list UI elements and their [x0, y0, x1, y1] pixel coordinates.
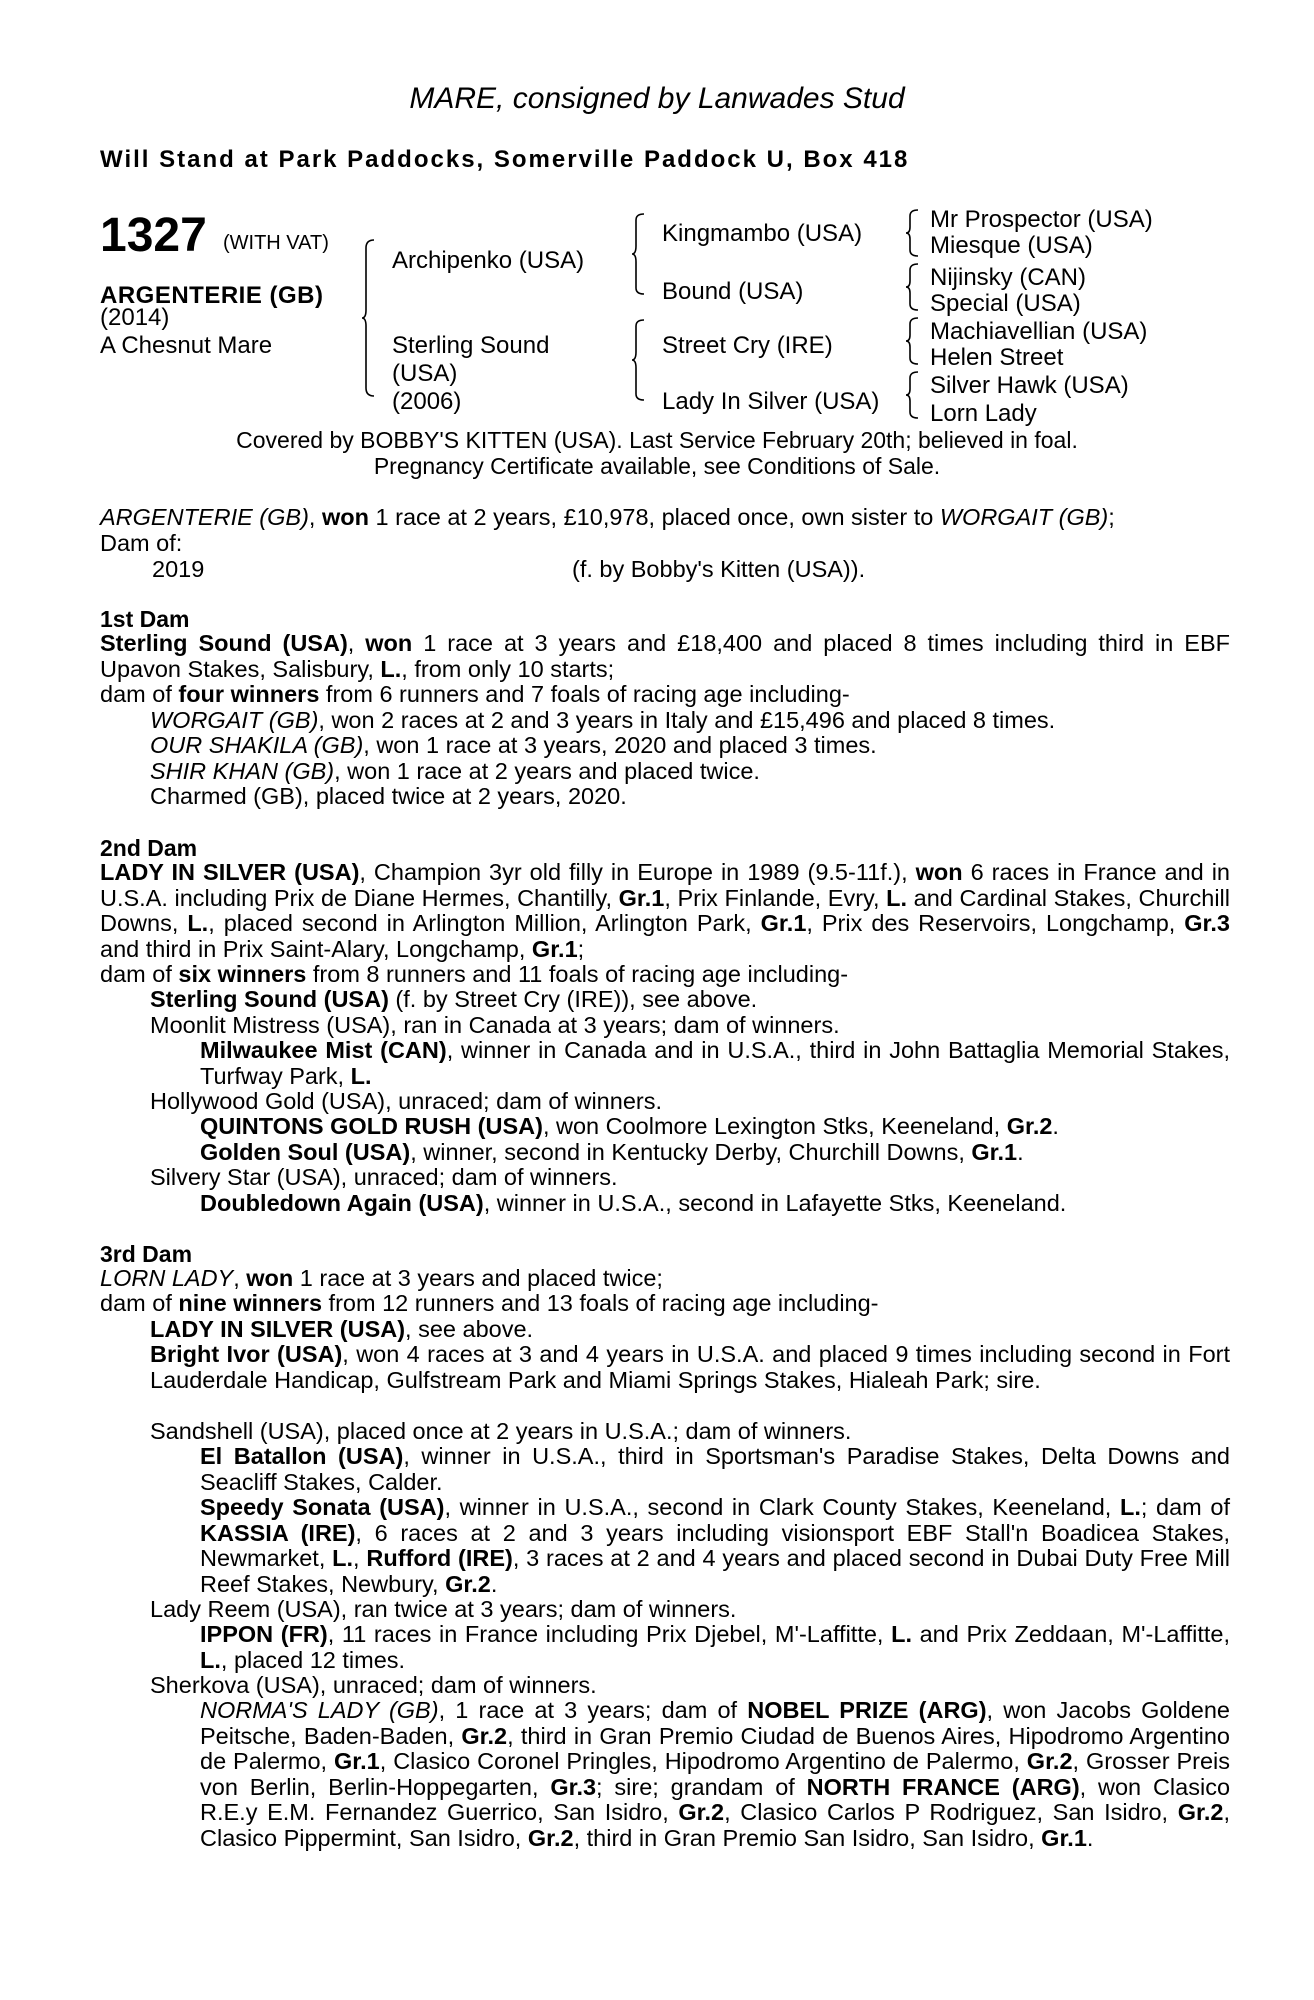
- foal-year: 2019: [152, 556, 205, 582]
- first-dam-heading: 1st Dam: [100, 606, 190, 632]
- pedigree-brace-3: [632, 318, 646, 402]
- pedigree-dam: Sterling Sound: [392, 332, 550, 359]
- pedigree-sire: Archipenko (USA): [392, 247, 585, 274]
- lot-number: 1327: [100, 209, 207, 262]
- second-dam-summary: LADY IN SILVER (USA), Champion 3yr old filly in Europe in 1989 (9.5-11f.), won 6 races in France and in U.S.A. including Prix de Diane Hermes, Chantilly, Gr.1, Prix Finlande, Evry, L. and Cardinal Stakes, Churchill Downs, L., placed second in Arlington Million, Arlington Park, Gr.1, Prix des Reservoirs, Longchamp, Gr.3 and third in Prix Saint-Alary, Longchamp, Gr.1;: [100, 859, 1230, 962]
- pedigree-gg-6: Helen Street: [930, 344, 1064, 371]
- third-dam-produce-5: Speedy Sonata (USA), winner in U.S.A., second in Clark County Stakes, Keeneland, L.; dam of KASSIA (IRE), 6 races at 2 and 3 years including visionsport EBF Stall'n Boadicea Stakes, Newmarket, L., Rufford (IRE), 3 races at 2 and 4 years and placed second in Dubai Duty Free Mill Reef Stakes, Newbury, Gr.2.: [200, 1494, 1231, 1597]
- third-dam-produce-7: IPPON (FR), 11 races in France including Prix Djebel, M'-Laffitte, L. and Prix Zeddaan, M'-Laffitte, L., placed 12 times.: [200, 1621, 1230, 1673]
- vat-note: (WITH VAT): [223, 232, 329, 254]
- first-dam-summary: Sterling Sound (USA), won 1 race at 3 years and £18,400 and placed 8 times including third in EBF Upavon Stakes, Salisbury, L., from only 10 starts;: [100, 630, 1230, 682]
- third-dam-produce-1: LADY IN SILVER (USA), see above.: [150, 1316, 534, 1342]
- horse-year: (2014): [100, 304, 170, 331]
- pedigree-dam-origin: (USA): [392, 360, 458, 387]
- pedigree-gg-2: Miesque (USA): [930, 232, 1093, 259]
- third-dam-produce-2: Bright Ivor (USA), won 4 races at 3 and 4 years in U.S.A. and placed 9 times including second in Fort Lauderdale Handicap, Gulfstream Park and Miami Springs Stakes, Hialeah Park; sire.: [150, 1341, 1231, 1393]
- pedigree-gg-4: Special (USA): [930, 290, 1081, 317]
- third-dam-summary: LORN LADY, won 1 race at 3 years and placed twice;: [100, 1265, 663, 1291]
- pedigree-sire-dam: Bound (USA): [662, 278, 804, 305]
- covered-note: Covered by BOBBY'S KITTEN (USA). Last Service February 20th; believed in foal.: [236, 427, 1078, 453]
- mare-summary: ARGENTERIE (GB), won 1 race at 2 years, £10,978, placed once, own sister to WORGAIT (GB);: [100, 504, 1115, 530]
- mare-name: ARGENTERIE (GB): [100, 504, 309, 530]
- pregnancy-note: Pregnancy Certificate available, see Conditions of Sale.: [373, 453, 941, 479]
- pedigree-gg-5: Machiavellian (USA): [930, 318, 1148, 345]
- mare-sister: WORGAIT (GB): [939, 504, 1109, 530]
- pedigree-brace-4: [906, 208, 920, 258]
- pedigree-brace-1: [362, 238, 376, 398]
- horse-description: A Chesnut Mare: [100, 332, 273, 359]
- third-dam-produce-6: Lady Reem (USA), ran twice at 3 years; dam of winners.: [150, 1596, 737, 1622]
- pedigree-dam-sire: Street Cry (IRE): [662, 332, 833, 359]
- foal-detail: (f. by Bobby's Kitten (USA)).: [572, 556, 866, 582]
- third-dam-produce-8: Sherkova (USA), unraced; dam of winners.: [150, 1672, 597, 1698]
- second-dam-produce-intro: dam of six winners from 8 runners and 11 foals of racing age including-: [100, 961, 849, 987]
- first-dam-produce-2: OUR SHAKILA (GB), won 1 race at 3 years, 2020 and placed 3 times.: [150, 732, 877, 758]
- second-dam-produce-7: Silvery Star (USA), unraced; dam of winners.: [150, 1164, 618, 1190]
- pedigree-sire-sire: Kingmambo (USA): [662, 220, 863, 247]
- pedigree-gg-8: Lorn Lady: [930, 400, 1037, 427]
- pedigree-gg-7: Silver Hawk (USA): [930, 372, 1129, 399]
- first-dam-produce-intro: dam of four winners from 6 runners and 7 foals of racing age including-: [100, 681, 850, 707]
- page-title: MARE, consigned by Lanwades Stud: [409, 82, 905, 115]
- second-dam-heading: 2nd Dam: [100, 835, 198, 861]
- second-dam-produce-5: QUINTONS GOLD RUSH (USA), won Coolmore Lexington Stks, Keeneland, Gr.2.: [200, 1113, 1059, 1139]
- first-dam-produce-4: Charmed (GB), placed twice at 2 years, 2020.: [150, 783, 627, 809]
- third-dam-produce-9: NORMA'S LADY (GB), 1 race at 3 years; dam of NOBEL PRIZE (ARG), won Jacobs Goldene Peitsche, Baden-Baden, Gr.2, third in Gran Premio Ciudad de Buenos Aires, Hipodromo Argentino de Palermo, Gr.1, Clasico Coronel Pringles, Hipodromo Argentino de Palermo, Gr.2, Grosser Preis von Berlin, Berlin-Hoppegarten, Gr.3; sire; grandam of NORTH FRANCE (ARG), won Clasico R.E.y E.M. Fernandez Guerrico, San Isidro, Gr.2, Clasico Carlos P Rodriguez, San Isidro, Gr.2, Clasico Pippermint, San Isidro, Gr.2, third in Gran Premio San Isidro, San Isidro, Gr.1.: [200, 1697, 1231, 1851]
- first-dam-produce-3: SHIR KHAN (GB), won 1 race at 2 years and placed twice.: [150, 758, 760, 784]
- pedigree-brace-6: [906, 316, 920, 366]
- third-dam-heading: 3rd Dam: [100, 1241, 193, 1267]
- second-dam-produce-8: Doubledown Again (USA), winner in U.S.A., second in Lafayette Stks, Keeneland.: [200, 1190, 1067, 1216]
- third-dam-produce-3: Sandshell (USA), placed once at 2 years in U.S.A.; dam of winners.: [150, 1418, 852, 1444]
- second-dam-produce-6: Golden Soul (USA), winner, second in Kentucky Derby, Churchill Downs, Gr.1.: [200, 1139, 1024, 1165]
- second-dam-produce-1: Sterling Sound (USA) (f. by Street Cry (IRE)), see above.: [150, 986, 758, 1012]
- pedigree-dam-dam: Lady In Silver (USA): [662, 388, 880, 415]
- pedigree-gg-3: Nijinsky (CAN): [930, 264, 1086, 291]
- horse-name: ARGENTERIE (GB): [100, 282, 324, 309]
- second-dam-produce-2: Moonlit Mistress (USA), ran in Canada at 3 years; dam of winners.: [150, 1012, 840, 1038]
- third-dam-produce-intro: dam of nine winners from 12 runners and 13 foals of racing age including-: [100, 1290, 879, 1316]
- mare-won: won: [321, 504, 369, 530]
- dam-of-label: Dam of:: [100, 530, 183, 556]
- pedigree-brace-7: [906, 370, 920, 420]
- pedigree-brace-5: [906, 262, 920, 312]
- third-dam-produce-4: El Batallon (USA), winner in U.S.A., third in Sportsman's Paradise Stakes, Delta Downs and Seacliff Stakes, Calder.: [200, 1443, 1231, 1495]
- stand-location: Will Stand at Park Paddocks, Somerville Paddock U, Box 418: [100, 146, 910, 173]
- second-dam-produce-4: Hollywood Gold (USA), unraced; dam of winners.: [150, 1088, 662, 1114]
- first-dam-produce-1: WORGAIT (GB), won 2 races at 2 and 3 years in Italy and £15,496 and placed 8 times.: [150, 707, 1056, 733]
- second-dam-produce-3: Milwaukee Mist (CAN), winner in Canada and in U.S.A., third in John Battaglia Memorial Stakes, Turfway Park, L.: [200, 1037, 1230, 1089]
- pedigree-dam-year: (2006): [392, 388, 462, 415]
- pedigree-brace-2: [632, 212, 646, 296]
- pedigree-gg-1: Mr Prospector (USA): [930, 206, 1153, 233]
